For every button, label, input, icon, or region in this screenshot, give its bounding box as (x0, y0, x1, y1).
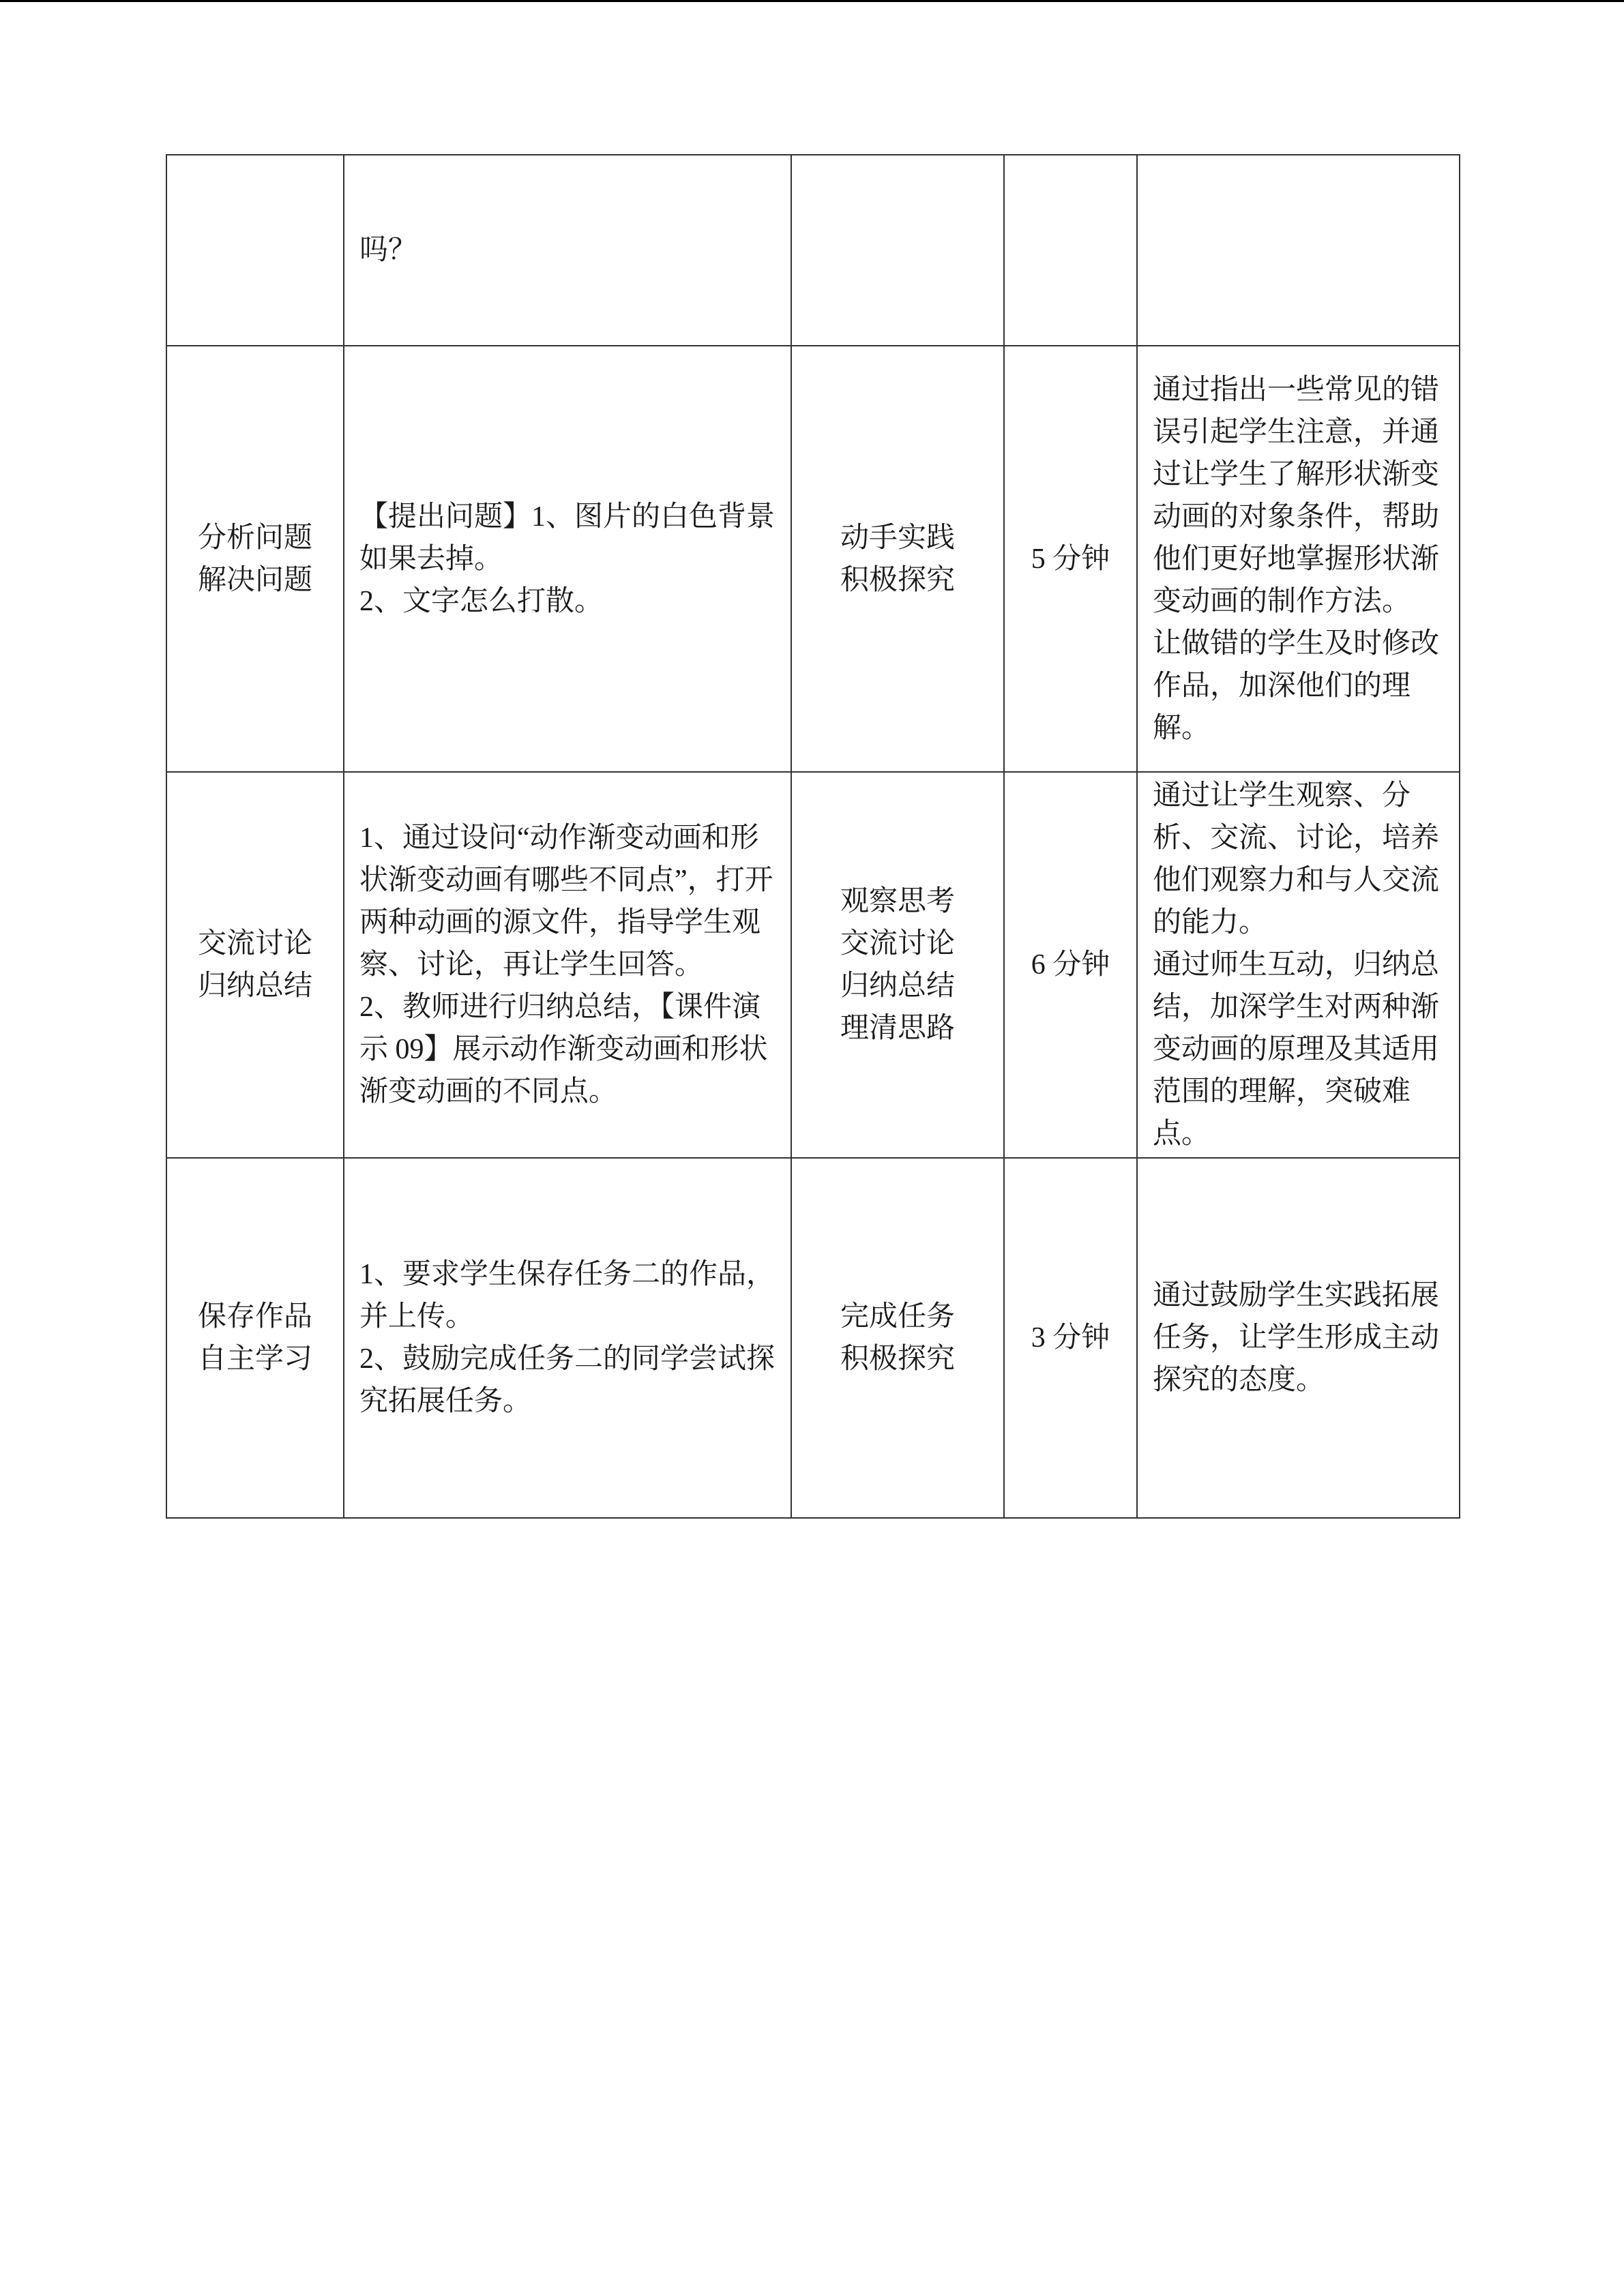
content-cell (344, 772, 791, 1158)
text-line: 结，加深学生对两种渐 (1153, 992, 1440, 1023)
text-line: 过让学生了解形状渐变 (1153, 458, 1440, 490)
time-cell (1004, 155, 1137, 346)
text-line: 吗？ (359, 235, 417, 266)
time-text: 5 分钟 (1031, 543, 1110, 575)
text-line: 示 09】展示动作渐变动画和形状 (359, 1034, 768, 1065)
text-line: 他们观察力和与人交流 (1153, 865, 1440, 896)
text-line: 通过让学生观察、分 (1153, 780, 1411, 811)
text-line: 通过师生互动，归纳总 (1153, 949, 1440, 981)
stage-cell (166, 1158, 344, 1518)
text-line: 归纳总结 (197, 970, 312, 1002)
text-line: 探究的态度。 (1153, 1365, 1325, 1396)
stage-cell (166, 155, 344, 346)
method-cell (791, 346, 1004, 772)
text-line: 状渐变动画有哪些不同点”，打开 (359, 865, 773, 896)
text-line: 他们更好地掌握形状渐 (1153, 543, 1440, 575)
intent-cell (1137, 346, 1460, 772)
lesson-plan-table (166, 154, 1460, 1519)
text-line: 分析问题 (197, 522, 312, 554)
text-line: 保存作品 (197, 1301, 312, 1332)
text-line: 两种动画的源文件，指导学生观 (359, 907, 761, 938)
intent-cell (1137, 155, 1460, 346)
text-line: 归纳总结 (840, 970, 955, 1002)
method-cell (791, 155, 1004, 346)
text-line: 解决问题 (197, 564, 312, 596)
text-line: 究拓展任务。 (359, 1386, 532, 1417)
text-line: 并上传。 (359, 1301, 475, 1332)
text-line: 交流讨论 (840, 928, 955, 959)
text-line: 点。 (1153, 1118, 1211, 1150)
text-line: 范围的理解，突破难 (1153, 1076, 1411, 1107)
text-line: 观察思考 (840, 886, 955, 917)
text-line: 让做错的学生及时修改 (1153, 627, 1440, 659)
text-line: 交流讨论 (197, 928, 312, 959)
text-line: 的能力。 (1153, 907, 1268, 938)
text-line: 动画的对象条件，帮助 (1153, 501, 1440, 533)
text-line: 2、鼓励完成任务二的同学尝试探 (359, 1343, 776, 1375)
text-line: 通过鼓励学生实践拓展 (1153, 1280, 1440, 1311)
table-row-discussion-summary (166, 772, 1460, 1158)
text-line: 渐变动画的不同点。 (359, 1076, 618, 1107)
text-line: 变动画的原理及其适用 (1153, 1034, 1440, 1065)
text-line: 自主学习 (197, 1343, 312, 1375)
method-cell (791, 1158, 1004, 1518)
text-line: 任务，让学生形成主动 (1153, 1322, 1440, 1354)
text-line: 2、教师进行归纳总结，【课件演 (359, 992, 761, 1023)
text-line: 【提出问题】1、图片的白色背景 (359, 501, 776, 533)
intent-cell (1137, 1158, 1460, 1518)
text-line: 理清思路 (840, 1013, 955, 1044)
method-cell (791, 772, 1004, 1158)
content-cell (344, 155, 791, 346)
stage-cell (166, 772, 344, 1158)
text-line: 1、通过设问“动作渐变动画和形 (359, 822, 759, 854)
time-text: 6 分钟 (1031, 949, 1110, 981)
text-line: 积极探究 (840, 564, 955, 596)
text-line: 解。 (1153, 712, 1211, 744)
text-line: 作品，加深他们的理 (1153, 670, 1411, 702)
stage-cell (166, 346, 344, 772)
text-line: 动手实践 (840, 522, 955, 554)
text-line: 析、交流、讨论，培养 (1153, 822, 1440, 854)
time-cell (1004, 346, 1137, 772)
table-row-analyze-problem (166, 346, 1460, 772)
time-cell (1004, 772, 1137, 1158)
content-cell (344, 1158, 791, 1518)
text-line: 2、文字怎么打散。 (359, 585, 604, 617)
text-line: 误引起学生注意，并通 (1153, 416, 1440, 448)
text-line: 如果去掉。 (359, 543, 503, 575)
intent-cell (1137, 772, 1460, 1158)
time-cell (1004, 1158, 1137, 1518)
time-text: 3 分钟 (1031, 1322, 1110, 1354)
table-row-continuation (166, 155, 1460, 346)
text-line: 通过指出一些常见的错 (1153, 374, 1440, 406)
page-top-rule (0, 0, 1624, 2)
text-line: 1、要求学生保存任务二的作品， (359, 1259, 776, 1290)
table-body (166, 155, 1460, 1518)
text-line: 变动画的制作方法。 (1153, 585, 1411, 617)
text-line: 积极探究 (840, 1343, 955, 1375)
text-line: 完成任务 (840, 1301, 955, 1332)
text-line: 察、讨论，再让学生回答。 (359, 949, 704, 981)
table-row-save-work (166, 1158, 1460, 1518)
content-cell (344, 346, 791, 772)
